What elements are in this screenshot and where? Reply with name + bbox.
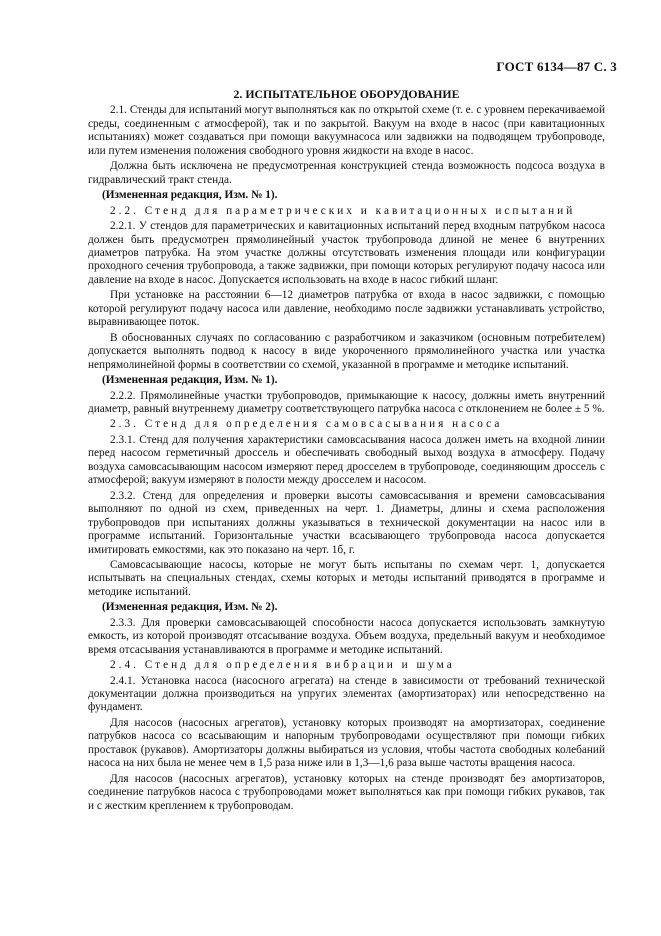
paragraph-valve-install: При установке на расстоянии 6—12 диаметров патрубка от входа в насос задвижки, с помощью которой регулируют подачу насоса или давление, необходимо после задвижки устанавливать устройство, выравнивающее поток. bbox=[88, 289, 605, 329]
clause-2-1: 2.1. Стенды для испытаний могут выполняться как по открытой схеме (т. е. с уровнем перекачиваемой среды, соединенным с атмосферой), так и по закрытой. Вакуум на входе в насос (при кавитационных испытаниях) может создаваться при помощи вакуумнасоса или задвижки на подводящем трубопроводе, или путем изменения положения свободного уровня жидкости на входе в насос. bbox=[88, 104, 605, 157]
standard-header: ГОСТ 6134—87 С. 3 bbox=[496, 59, 617, 74]
clause-2-2-1: 2.2.1. У стендов для параметрических и кавитационных испытаний перед входным патрубком насоса должен быть предусмотрен прямолинейный участок трубопровода длиной не менее 6 внутренних диаметров патрубка. На этом участке должны отсутствовать изменения площади или конфигурации проходного сечения трубопровода, а также задвижки, при помощи которых регулируют подачу насоса или давление на входе в насос. Допускается использовать на входе в насос гибкий шланг. bbox=[88, 220, 605, 286]
edition-note: (Измененная редакция, Изм. № 2). bbox=[102, 601, 278, 614]
clause-2-3-2: 2.3.2. Стенд для определения и проверки высоты самовсасывания и времени самовсасывания выполняют по одной из схем, приведенных на черт. 1. Диаметры, длины и схема расположения трубопроводов при испытаниях должны указываться в технической документации на насос или в программе испытаний. Горизонтальные участки всасывающего трубопровода насоса допускается имитировать емкостями, как это показано на черт. 1б, г. bbox=[88, 489, 605, 556]
clause-2-2-2: 2.2.2. Прямолинейные участки трубопроводов, примыкающие к насосу, должны иметь внутренний диаметр, равный внутреннему диаметру соответствующего патрубка насоса с отклонением не более ± 5 %. bbox=[88, 389, 605, 415]
subsection-heading-2-2: 2.2. Стенд для параметрических и кавитационных испытаний bbox=[110, 204, 576, 217]
edition-note: (Измененная редакция, Изм. № 1). bbox=[102, 374, 278, 387]
section-body bbox=[88, 88, 605, 815]
paragraph-shock-absorbers: Для насосов (насосных агрегатов), установку которых производят на амортизаторах, соединение патрубков насоса со всасывающим и напорным трубопроводами осуществляют при помощи гибких проставок (рукавов). Амортизаторы должны выбираться из условия, чтобы частота свободных колебаний насоса на них была не менее чем в 1,5 раза ниже или в 1,3—1,6 раза выше частоты вращения насоса. bbox=[88, 716, 605, 770]
subsection-heading-2-4: 2.4. Стенд для определения вибрации и шума bbox=[110, 659, 455, 672]
section-title: 2. ИСПЫТАТЕЛЬНОЕ ОБОРУДОВАНИЕ bbox=[233, 87, 460, 101]
paragraph-rigid-mount: Для насосов (насосных агрегатов), установку которых на стенде производят без амортизаторов, соединение патрубков насоса с трубопроводами может выполняться как при помощи гибких рукавов, так и с жестким креплением к трубопроводам. bbox=[88, 772, 605, 812]
paragraph-air-leak: Должна быть исключена не предусмотренная конструкцией стенда возможность подсоса воздуха в гидравлический тракт стенда. bbox=[88, 160, 605, 186]
clause-2-3-3: 2.3.3. Для проверки самовсасывающей способности насоса допускается использовать замкнутую емкость, из которой производят отсасывание воздуха. Объем воздуха, предельный вакуум и необходимое время отсасывания устанавливаются в программе и методике испытаний. bbox=[88, 616, 605, 656]
paragraph-justified-cases: В обоснованных случаях по согласованию с разработчиком и заказчиком (основным потребителем) допускается выполнять подвод к насосу в виде укороченного прямолинейного участка или участка непрямолинейной формы в соответствии со схемой, указанной в программе и методике испытаний. bbox=[88, 331, 605, 371]
clause-2-3-1: 2.3.1. Стенд для получения характеристики самовсасывания насоса должен иметь на входной линии перед насосом герметичный дроссель и обеспечивать свободный выход воздуха в атмосферу. Подачу воздуха самовсасывающим насосом измеряют перед дросселем в трубопроводе, соединяющим дроссель с атмосферой; вакуум измеряют в полости между дросселем и насосом. bbox=[88, 433, 605, 487]
subsection-heading-2-3: 2.3. Стенд для определения самовсасывания насоса bbox=[110, 418, 503, 431]
paragraph-self-priming: Самовсасывающие насосы, которые не могут быть испытаны по схемам черт. 1, допускается испытывать на специальных стендах, схемы которых и методы испытаний приводятся в программе и методике испытаний. bbox=[88, 558, 605, 598]
edition-note: (Измененная редакция, Изм. № 1). bbox=[102, 189, 278, 202]
clause-2-4-1: 2.4.1. Установка насоса (насосного агрегата) на стенде в зависимости от требований технической документации должна производиться на упругих элементах (амортизаторах) или непосредственно на фундамент. bbox=[88, 674, 605, 714]
